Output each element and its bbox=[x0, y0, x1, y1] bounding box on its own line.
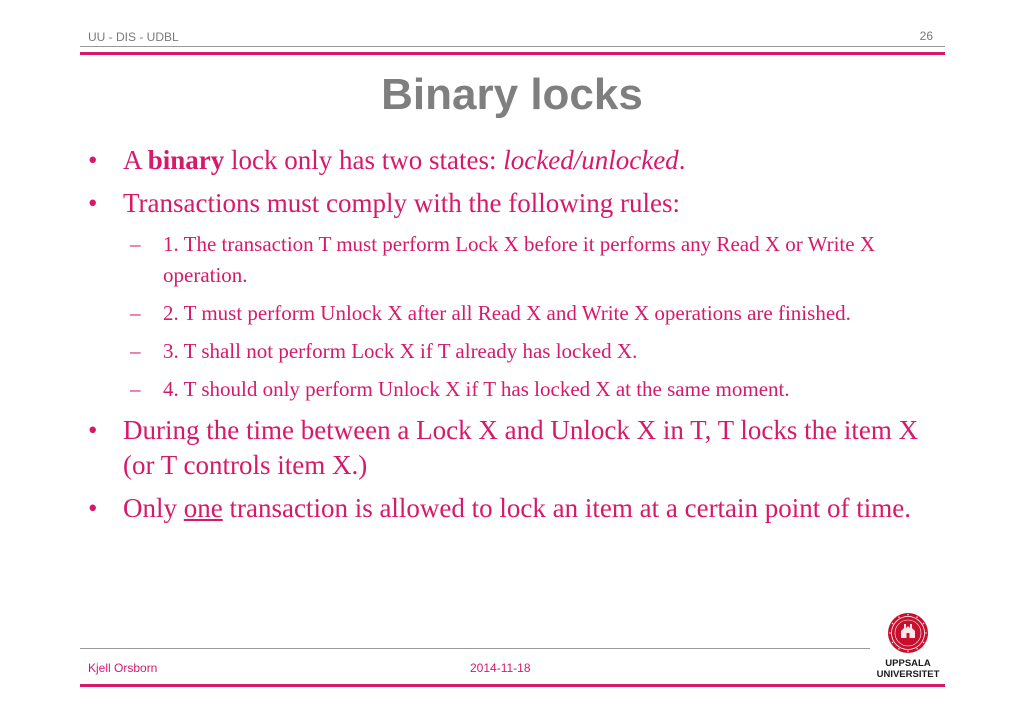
bullet-marker: • bbox=[88, 188, 98, 218]
university-logo bbox=[868, 612, 948, 682]
dash-marker: – bbox=[130, 377, 141, 401]
slide-title: Binary locks bbox=[381, 70, 643, 119]
university-name: UPPSALA UNIVERSITET bbox=[876, 658, 940, 680]
dash-marker: – bbox=[130, 301, 141, 325]
bullet-lock-duration: • During the time between a Lock X and Unlock X in T, T locks the item X (or T controls item X.) bbox=[88, 415, 919, 480]
dash-marker: – bbox=[130, 232, 141, 256]
footer-author: Kjell Orsborn bbox=[88, 661, 158, 675]
footer-divider bbox=[80, 648, 870, 649]
emphasis-one: one bbox=[183, 493, 223, 523]
bullet-marker: • bbox=[88, 493, 98, 523]
rule-item: – 1. The transaction T must perform Lock X before it performs any Read X or Write X operation. bbox=[130, 229, 948, 291]
rule-item: – 3. T shall not perform Lock X if T already has locked X. bbox=[130, 336, 948, 367]
university-seal-icon bbox=[887, 612, 929, 654]
header-divider bbox=[80, 46, 945, 47]
slide-content bbox=[88, 143, 948, 534]
header-course: UU - DIS - UDBL bbox=[88, 30, 179, 44]
dash-marker: – bbox=[130, 339, 141, 363]
rule-item: – 4. T should only perform Unlock X if T has locked X at the same moment. bbox=[130, 374, 948, 405]
emphasis-binary: binary bbox=[147, 145, 225, 175]
bullet-marker: • bbox=[88, 145, 98, 175]
page-number: 26 bbox=[919, 29, 933, 43]
bullet-marker: • bbox=[88, 415, 98, 445]
bullet-single-lock: • Only one transaction is allowed to lock an item at a certain point of time. bbox=[88, 491, 948, 526]
footer-accent-bar bbox=[80, 684, 945, 687]
bullet-binary-definition: • A binary lock only has two states: locked/unlocked. bbox=[88, 143, 948, 178]
bullet-transaction-rules: • Transactions must comply with the following rules: bbox=[88, 186, 948, 221]
emphasis-states: locked/unlocked bbox=[503, 145, 679, 175]
rule-item: – 2. T must perform Unlock X after all Read X and Write X operations are finished. bbox=[130, 298, 948, 329]
header-accent-bar bbox=[80, 52, 945, 55]
footer-date: 2014-11-18 bbox=[470, 661, 531, 675]
